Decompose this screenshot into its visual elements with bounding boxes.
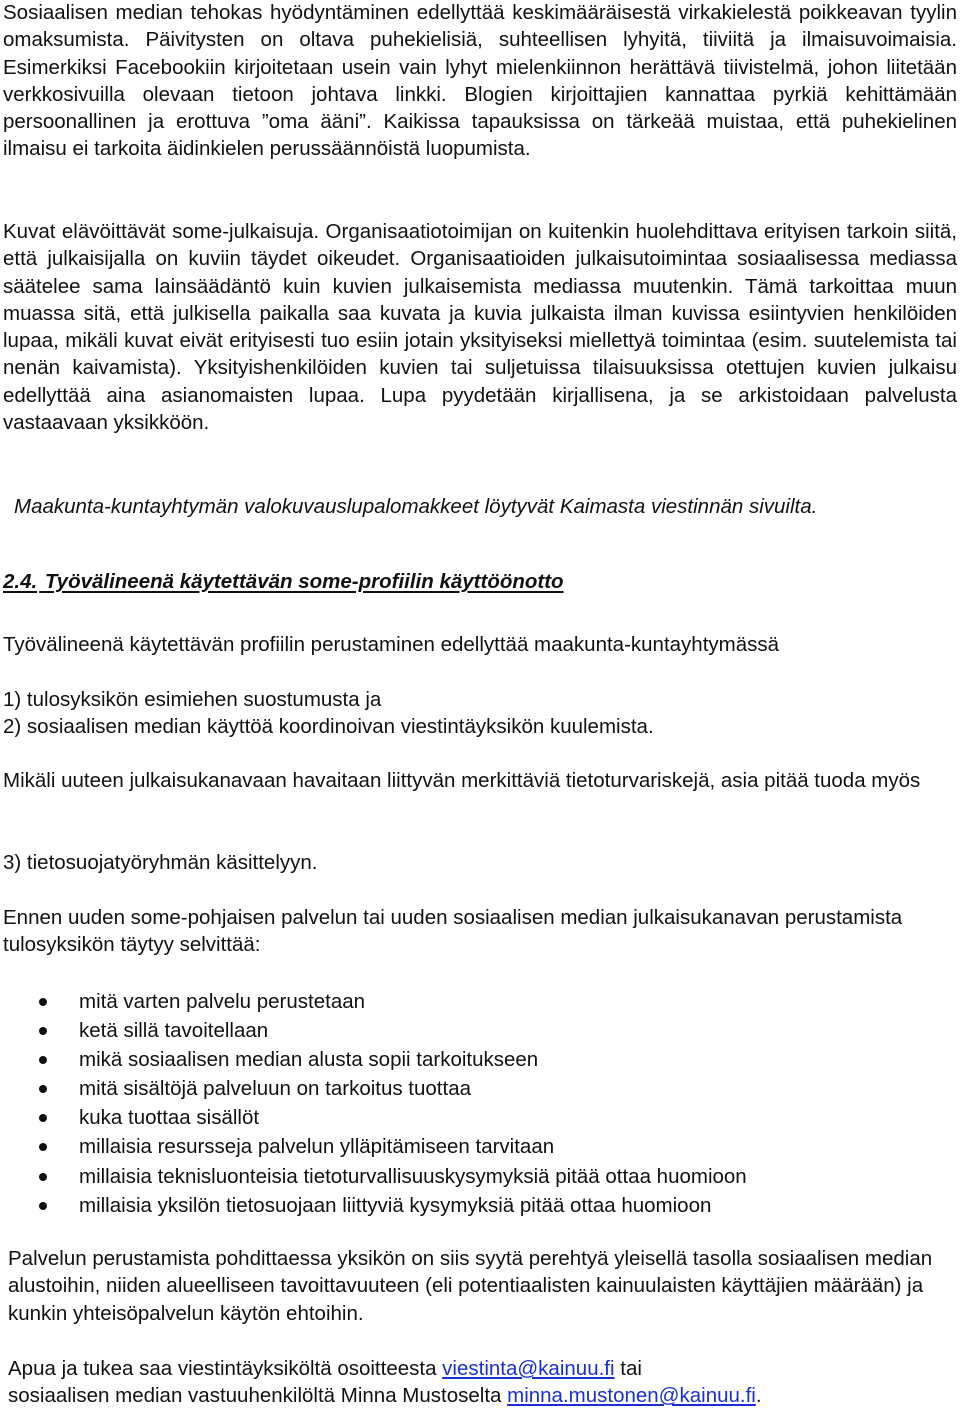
bullet-icon bbox=[39, 998, 47, 1006]
bullet-icon bbox=[39, 1056, 47, 1064]
list-item-text: millaisia teknisluonteisia tietoturvallisuuskysymyksiä pitää ottaa huomioon bbox=[79, 1164, 747, 1188]
photo-permission-note: Maakunta-kuntayhtymän valokuvauslupalomakkeet löytyvät Kaimasta viestinnän sivuilta. bbox=[14, 495, 818, 518]
intro-paragraph: Sosiaalisen median tehokas hyödyntäminen edellyttää keskimääräisestä virkakielestä poikkeavan tyylin omaksumista. Päivitysten on oltava puhekielisiä, suhteellisen lyhyitä, tiiviitä ja ilmaisuvoimaisia. Esimerkiksi Facebookiin kirjoitetaan usein vain lyhyt mielenkiinnon herättävä tiivistelmä, johon liitetään verkkosivuilla olevaan tietoon johtava linkki. Blogien kirjoittajien kannattaa pyrkiä kehittämään persoonallinen ja erottuva ”oma ääni”. Kaikissa tapauksissa on tärkeää muistaa, että puhekielinen ilmaisu ei tarkoita äidinkielen perussäännöistä luopumista. bbox=[3, 1, 957, 161]
list-item-text: mitä varten palvelu perustetaan bbox=[79, 990, 366, 1013]
contact-paragraph bbox=[8, 1355, 948, 1410]
section-number: 2.4. bbox=[3, 570, 38, 593]
list-item-text: ketä sillä tavoitellaan bbox=[79, 1019, 269, 1043]
viestinta-email-link[interactable]: viestinta@kainuu.fi bbox=[442, 1357, 615, 1380]
numbered-item: 1) tulosyksikön esimiehen suostumusta ja bbox=[3, 688, 382, 711]
section-title: Työvälineenä käytettävän some-profiilin käyttöönotto bbox=[44, 570, 564, 593]
prerequisites-paragraph: Ennen uuden some-pohjaisen palvelun tai uuden sosiaalisen median julkaisukanavan perustamista tulosyksikön täytyy selvittää: bbox=[3, 906, 903, 957]
contact-line-1 bbox=[8, 1355, 948, 1382]
profile-requirement-paragraph: Työvälineenä käytettävän profiilin perustaminen edellyttää maakunta-kuntayhtymässä bbox=[3, 633, 780, 656]
section-heading bbox=[3, 568, 957, 595]
bullet-icon bbox=[39, 1173, 47, 1181]
contact-text: tai bbox=[620, 1357, 642, 1380]
images-paragraph: Kuvat elävöittävät some-julkaisuja. Organisaatiotoimijan on kuitenkin huolehdittava erityisen tarkoin siitä, että julkaisijalla on kuviin täydet oikeudet. Organisaatioiden julkaisutoimintaa sosiaalisessa mediassa säätelee sama lainsäädäntö kuin kuvien julkaisemista mediassa muutenkin. Tämä tarkoittaa muun muassa sitä, että julkisella paikalla saa kuvata ja kuvia julkaista ilman kuvissa esiintyvien henkilöiden lupaa, mikäli kuvat eivät erityisesti tuo esiin jotain yksityiseksi miellettyä toimintaa (esim. suutelemista tai nenän kaivamista). Yksityishenkilöiden kuvien tai suljetuissa tilaisuuksissa otettujen kuvien julkaisu edellyttää aina asianomaisten lupaa. Lupa pyydetään kirjallisena, ja se arkistoidaan palvelusta vastaavaan yksikköön. bbox=[3, 220, 957, 435]
summary-paragraph: Palvelun perustamista pohdittaessa yksikön on siis syytä perehtyä yleisellä tasolla sosiaalisen median alustoihin, niiden alueelliseen tavoittavuuteen (eli potentiaalisten kainuulaisten käyttäjien määrään) ja kunkin yhteisöpalvelun käytön ehtoihin. bbox=[8, 1247, 933, 1325]
contact-text: Apua ja tukea saa viestintäyksiköltä osoitteesta bbox=[8, 1357, 437, 1380]
checklist bbox=[37, 987, 937, 1220]
bullet-icon bbox=[39, 1085, 47, 1093]
numbered-list bbox=[3, 686, 957, 741]
numbered-item: 2) sosiaalisen median käyttöä koordinoivan viestintäyksikön kuulemista. bbox=[3, 715, 654, 739]
list-item-text: millaisia resursseja palvelun ylläpitämiseen tarvitaan bbox=[79, 1135, 555, 1159]
list-item bbox=[37, 1132, 937, 1161]
list-item bbox=[37, 1103, 937, 1132]
contact-line-2 bbox=[8, 1382, 948, 1409]
list-item bbox=[37, 1162, 937, 1191]
bullet-icon bbox=[39, 1114, 47, 1122]
minna-email-link[interactable]: minna.mustonen@kainuu.fi bbox=[507, 1384, 756, 1408]
list-item bbox=[37, 1045, 937, 1074]
contact-text: sosiaalisen median vastuuhenkilöltä Minna Mustoselta bbox=[8, 1384, 502, 1408]
list-item bbox=[37, 1074, 937, 1103]
bullet-icon bbox=[39, 1027, 47, 1035]
contact-text: . bbox=[755, 1384, 762, 1408]
list-item-text: kuka tuottaa sisällöt bbox=[79, 1106, 260, 1130]
list-item bbox=[37, 1016, 937, 1045]
list-item-text: mitä sisältöjä palveluun on tarkoitus tuottaa bbox=[79, 1077, 472, 1101]
bullet-icon bbox=[39, 1143, 47, 1151]
list-item bbox=[37, 987, 937, 1016]
bullet-icon bbox=[39, 1202, 47, 1210]
numbered-item-3: 3) tietosuojatyöryhmän käsittelyyn. bbox=[3, 851, 318, 874]
list-item-text: mikä sosiaalisen median alusta sopii tarkoitukseen bbox=[79, 1048, 539, 1072]
security-risk-paragraph: Mikäli uuteen julkaisukanavaan havaitaan liittyvän merkittäviä tietoturvariskejä, asia pitää tuoda myös bbox=[3, 769, 921, 792]
list-item-text: millaisia yksilön tietosuojaan liittyviä kysymyksiä pitää ottaa huomioon bbox=[79, 1193, 712, 1217]
list-item bbox=[37, 1191, 937, 1220]
